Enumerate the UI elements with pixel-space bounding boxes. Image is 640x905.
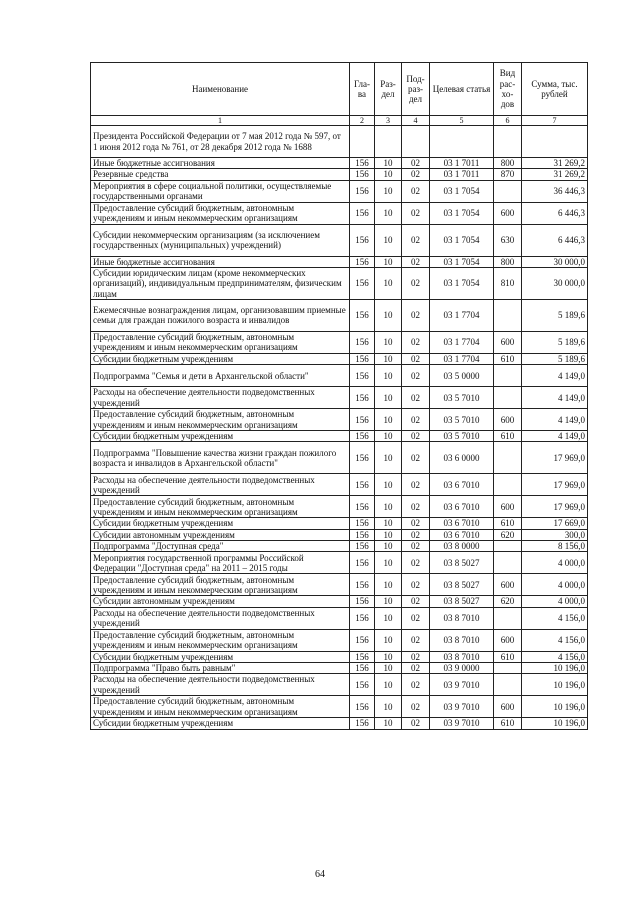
row-subsection bbox=[402, 126, 430, 158]
row-amount: 4 149,0 bbox=[522, 431, 588, 442]
row-section: 10 bbox=[375, 299, 402, 331]
row-chapter: 156 bbox=[350, 353, 375, 364]
row-section bbox=[375, 126, 402, 158]
column-number: 6 bbox=[494, 116, 522, 126]
row-subsection: 02 bbox=[402, 607, 430, 629]
row-section: 10 bbox=[375, 596, 402, 607]
row-expense-type: 600 bbox=[494, 331, 522, 353]
row-section: 10 bbox=[375, 431, 402, 442]
row-subsection: 02 bbox=[402, 529, 430, 540]
row-subsection: 02 bbox=[402, 267, 430, 299]
row-amount: 4 156,0 bbox=[522, 607, 588, 629]
row-expense-type bbox=[494, 607, 522, 629]
row-section: 10 bbox=[375, 353, 402, 364]
row-section: 10 bbox=[375, 365, 402, 387]
row-chapter: 156 bbox=[350, 409, 375, 431]
row-subsection: 02 bbox=[402, 518, 430, 529]
row-name: Президента Российской Федерации от 7 мая 2012 года № 597, от 1 июня 2012 года № 761, от 28 декабря 2012 года № 1688 bbox=[91, 126, 350, 158]
row-chapter: 156 bbox=[350, 387, 375, 409]
row-amount: 10 196,0 bbox=[522, 662, 588, 673]
row-name: Подпрограмма "Повышение качества жизни граждан пожилого возраста и инвалидов в Архангельской области" bbox=[91, 442, 350, 474]
row-amount: 17 969,0 bbox=[522, 442, 588, 474]
row-chapter: 156 bbox=[350, 256, 375, 267]
row-expense-type: 600 bbox=[494, 629, 522, 651]
row-amount: 5 189,6 bbox=[522, 331, 588, 353]
table-row bbox=[91, 202, 588, 224]
row-amount: 36 446,3 bbox=[522, 180, 588, 202]
table-row bbox=[91, 158, 588, 169]
row-target-article: 03 6 7010 bbox=[430, 474, 494, 496]
row-target-article: 03 8 5027 bbox=[430, 552, 494, 574]
row-section: 10 bbox=[375, 474, 402, 496]
row-subsection: 02 bbox=[402, 409, 430, 431]
row-target-article: 03 1 7054 bbox=[430, 267, 494, 299]
row-target-article: 03 1 7704 bbox=[430, 299, 494, 331]
row-chapter: 156 bbox=[350, 718, 375, 729]
row-expense-type: 610 bbox=[494, 431, 522, 442]
table-body bbox=[91, 126, 588, 730]
page-number: 64 bbox=[315, 869, 325, 880]
row-section: 10 bbox=[375, 541, 402, 552]
row-target-article: 03 1 7054 bbox=[430, 180, 494, 202]
row-expense-type: 620 bbox=[494, 529, 522, 540]
row-expense-type: 630 bbox=[494, 224, 522, 256]
row-chapter: 156 bbox=[350, 224, 375, 256]
row-section: 10 bbox=[375, 158, 402, 169]
row-expense-type: 610 bbox=[494, 718, 522, 729]
column-number: 5 bbox=[430, 116, 494, 126]
row-section: 10 bbox=[375, 552, 402, 574]
table-row bbox=[91, 696, 588, 718]
row-expense-type bbox=[494, 299, 522, 331]
table-row bbox=[91, 387, 588, 409]
row-target-article: 03 9 7010 bbox=[430, 674, 494, 696]
row-chapter: 156 bbox=[350, 596, 375, 607]
row-expense-type bbox=[494, 662, 522, 673]
row-name: Предоставление субсидий бюджетным, автономным учреждениям и иным некоммерческим организациям bbox=[91, 331, 350, 353]
row-subsection: 02 bbox=[402, 224, 430, 256]
row-name: Иные бюджетные ассигнования bbox=[91, 158, 350, 169]
row-amount: 4 156,0 bbox=[522, 651, 588, 662]
table-row bbox=[91, 431, 588, 442]
row-subsection: 02 bbox=[402, 431, 430, 442]
row-subsection: 02 bbox=[402, 718, 430, 729]
row-section: 10 bbox=[375, 180, 402, 202]
table-row bbox=[91, 474, 588, 496]
row-section: 10 bbox=[375, 224, 402, 256]
row-amount: 300,0 bbox=[522, 529, 588, 540]
row-name: Расходы на обеспечение деятельности подведомственных учреждений bbox=[91, 387, 350, 409]
row-target-article: 03 1 7011 bbox=[430, 169, 494, 180]
row-amount: 30 000,0 bbox=[522, 267, 588, 299]
row-expense-type: 600 bbox=[494, 696, 522, 718]
row-amount: 4 149,0 bbox=[522, 365, 588, 387]
row-subsection: 02 bbox=[402, 662, 430, 673]
row-chapter: 156 bbox=[350, 267, 375, 299]
row-expense-type: 600 bbox=[494, 574, 522, 596]
row-expense-type: 800 bbox=[494, 256, 522, 267]
row-expense-type bbox=[494, 126, 522, 158]
row-chapter: 156 bbox=[350, 574, 375, 596]
row-chapter: 156 bbox=[350, 541, 375, 552]
row-section: 10 bbox=[375, 202, 402, 224]
table-row bbox=[91, 256, 588, 267]
row-amount: 10 196,0 bbox=[522, 696, 588, 718]
row-name: Мероприятия государственной программы Российской Федерации "Доступная среда" на 2011 – 2015 годы bbox=[91, 552, 350, 574]
table-row bbox=[91, 365, 588, 387]
table-row bbox=[91, 529, 588, 540]
row-chapter: 156 bbox=[350, 629, 375, 651]
row-section: 10 bbox=[375, 629, 402, 651]
row-name: Субсидии бюджетным учреждениям bbox=[91, 518, 350, 529]
row-expense-type bbox=[494, 180, 522, 202]
row-name: Предоставление субсидий бюджетным, автономным учреждениям и иным некоммерческим организациям bbox=[91, 496, 350, 518]
row-amount: 31 269,2 bbox=[522, 158, 588, 169]
row-target-article: 03 8 5027 bbox=[430, 596, 494, 607]
row-amount: 4 156,0 bbox=[522, 629, 588, 651]
row-expense-type: 810 bbox=[494, 267, 522, 299]
column-number-row bbox=[91, 116, 588, 126]
row-section: 10 bbox=[375, 409, 402, 431]
row-name: Расходы на обеспечение деятельности подведомственных учреждений bbox=[91, 607, 350, 629]
row-amount: 4 149,0 bbox=[522, 387, 588, 409]
row-target-article: 03 9 7010 bbox=[430, 718, 494, 729]
row-amount: 5 189,6 bbox=[522, 353, 588, 364]
column-number: 7 bbox=[522, 116, 588, 126]
row-chapter: 156 bbox=[350, 331, 375, 353]
table-row bbox=[91, 126, 588, 158]
row-name: Мероприятия в сфере социальной политики, осуществляемые государственными органами bbox=[91, 180, 350, 202]
row-target-article: 03 1 7054 bbox=[430, 224, 494, 256]
table-row bbox=[91, 629, 588, 651]
row-chapter: 156 bbox=[350, 662, 375, 673]
row-subsection: 02 bbox=[402, 541, 430, 552]
row-chapter: 156 bbox=[350, 442, 375, 474]
header-expense-type: Вид рас-хо-дов bbox=[494, 63, 522, 116]
row-target-article: 03 5 7010 bbox=[430, 387, 494, 409]
row-target-article: 03 5 0000 bbox=[430, 365, 494, 387]
row-name: Предоставление субсидий бюджетным, автономным учреждениям и иным некоммерческим организациям bbox=[91, 202, 350, 224]
row-section: 10 bbox=[375, 662, 402, 673]
row-expense-type: 870 bbox=[494, 169, 522, 180]
row-amount: 10 196,0 bbox=[522, 674, 588, 696]
row-section: 10 bbox=[375, 674, 402, 696]
row-subsection: 02 bbox=[402, 158, 430, 169]
column-number: 1 bbox=[91, 116, 350, 126]
table-row bbox=[91, 409, 588, 431]
header-amount: Сумма, тыс. рублей bbox=[522, 63, 588, 116]
header-section: Раз-дел bbox=[375, 63, 402, 116]
row-amount: 6 446,3 bbox=[522, 202, 588, 224]
row-chapter: 156 bbox=[350, 202, 375, 224]
row-chapter: 156 bbox=[350, 169, 375, 180]
row-chapter: 156 bbox=[350, 299, 375, 331]
column-number: 2 bbox=[350, 116, 375, 126]
row-target-article: 03 6 7010 bbox=[430, 496, 494, 518]
row-name: Субсидии юридическим лицам (кроме некоммерческих организаций), индивидуальным предпринимателям, физическим лицам bbox=[91, 267, 350, 299]
row-name: Субсидии бюджетным учреждениям bbox=[91, 353, 350, 364]
row-amount: 4 000,0 bbox=[522, 552, 588, 574]
row-subsection: 02 bbox=[402, 202, 430, 224]
row-chapter: 156 bbox=[350, 552, 375, 574]
row-subsection: 02 bbox=[402, 180, 430, 202]
row-target-article bbox=[430, 126, 494, 158]
row-chapter bbox=[350, 126, 375, 158]
row-section: 10 bbox=[375, 574, 402, 596]
row-expense-type bbox=[494, 552, 522, 574]
table-row bbox=[91, 518, 588, 529]
row-name: Расходы на обеспечение деятельности подведомственных учреждений bbox=[91, 474, 350, 496]
row-name: Предоставление субсидий бюджетным, автономным учреждениям и иным некоммерческим организациям bbox=[91, 629, 350, 651]
row-subsection: 02 bbox=[402, 496, 430, 518]
row-expense-type: 610 bbox=[494, 518, 522, 529]
row-expense-type: 600 bbox=[494, 409, 522, 431]
row-name: Резервные средства bbox=[91, 169, 350, 180]
row-section: 10 bbox=[375, 256, 402, 267]
row-subsection: 02 bbox=[402, 696, 430, 718]
row-subsection: 02 bbox=[402, 365, 430, 387]
row-subsection: 02 bbox=[402, 474, 430, 496]
row-target-article: 03 9 0000 bbox=[430, 662, 494, 673]
row-name: Подпрограмма "Право быть равным" bbox=[91, 662, 350, 673]
row-expense-type: 600 bbox=[494, 496, 522, 518]
row-section: 10 bbox=[375, 267, 402, 299]
row-amount: 5 189,6 bbox=[522, 299, 588, 331]
row-chapter: 156 bbox=[350, 651, 375, 662]
row-name: Подпрограмма "Семья и дети в Архангельской области" bbox=[91, 365, 350, 387]
header-target-article: Целевая статья bbox=[430, 63, 494, 116]
row-subsection: 02 bbox=[402, 387, 430, 409]
row-subsection: 02 bbox=[402, 596, 430, 607]
row-target-article: 03 6 7010 bbox=[430, 518, 494, 529]
table-row bbox=[91, 718, 588, 729]
table-row bbox=[91, 552, 588, 574]
row-name: Субсидии автономным учреждениям bbox=[91, 529, 350, 540]
row-subsection: 02 bbox=[402, 256, 430, 267]
table-row bbox=[91, 180, 588, 202]
row-name: Иные бюджетные ассигнования bbox=[91, 256, 350, 267]
row-section: 10 bbox=[375, 518, 402, 529]
row-name: Субсидии некоммерческим организациям (за исключением государственных (муниципальных) учреждений) bbox=[91, 224, 350, 256]
row-chapter: 156 bbox=[350, 529, 375, 540]
table-row bbox=[91, 607, 588, 629]
row-target-article: 03 1 7011 bbox=[430, 158, 494, 169]
table-row bbox=[91, 674, 588, 696]
row-chapter: 156 bbox=[350, 431, 375, 442]
row-target-article: 03 6 7010 bbox=[430, 529, 494, 540]
row-subsection: 02 bbox=[402, 442, 430, 474]
row-expense-type bbox=[494, 674, 522, 696]
table-row bbox=[91, 541, 588, 552]
row-name: Субсидии автономным учреждениям bbox=[91, 596, 350, 607]
row-target-article: 03 5 7010 bbox=[430, 409, 494, 431]
table-row bbox=[91, 442, 588, 474]
table-row bbox=[91, 267, 588, 299]
row-amount: 17 669,0 bbox=[522, 518, 588, 529]
row-expense-type: 610 bbox=[494, 353, 522, 364]
row-subsection: 02 bbox=[402, 629, 430, 651]
row-subsection: 02 bbox=[402, 552, 430, 574]
table-row bbox=[91, 224, 588, 256]
row-expense-type bbox=[494, 474, 522, 496]
row-chapter: 156 bbox=[350, 365, 375, 387]
table-row bbox=[91, 496, 588, 518]
row-chapter: 156 bbox=[350, 158, 375, 169]
header-chapter: Гла-ва bbox=[350, 63, 375, 116]
row-name: Подпрограмма "Доступная среда" bbox=[91, 541, 350, 552]
row-section: 10 bbox=[375, 442, 402, 474]
row-subsection: 02 bbox=[402, 574, 430, 596]
row-chapter: 156 bbox=[350, 180, 375, 202]
row-chapter: 156 bbox=[350, 496, 375, 518]
row-name: Расходы на обеспечение деятельности подведомственных учреждений bbox=[91, 674, 350, 696]
row-subsection: 02 bbox=[402, 169, 430, 180]
row-amount: 17 969,0 bbox=[522, 496, 588, 518]
row-chapter: 156 bbox=[350, 474, 375, 496]
row-target-article: 03 8 7010 bbox=[430, 607, 494, 629]
table-row bbox=[91, 331, 588, 353]
row-section: 10 bbox=[375, 529, 402, 540]
row-target-article: 03 9 7010 bbox=[430, 696, 494, 718]
row-expense-type bbox=[494, 442, 522, 474]
row-section: 10 bbox=[375, 331, 402, 353]
row-chapter: 156 bbox=[350, 696, 375, 718]
row-expense-type bbox=[494, 541, 522, 552]
row-amount: 30 000,0 bbox=[522, 256, 588, 267]
row-subsection: 02 bbox=[402, 651, 430, 662]
table-row bbox=[91, 662, 588, 673]
row-target-article: 03 8 7010 bbox=[430, 629, 494, 651]
row-amount bbox=[522, 126, 588, 158]
column-number: 3 bbox=[375, 116, 402, 126]
row-name: Субсидии бюджетным учреждениям bbox=[91, 718, 350, 729]
row-expense-type bbox=[494, 387, 522, 409]
row-name: Предоставление субсидий бюджетным, автономным учреждениям и иным некоммерческим организациям bbox=[91, 696, 350, 718]
table-row bbox=[91, 353, 588, 364]
row-target-article: 03 1 7704 bbox=[430, 353, 494, 364]
header-row bbox=[91, 63, 588, 116]
header-subsection: Под-раз-дел bbox=[402, 63, 430, 116]
table-row bbox=[91, 574, 588, 596]
row-chapter: 156 bbox=[350, 674, 375, 696]
table-row bbox=[91, 651, 588, 662]
row-subsection: 02 bbox=[402, 353, 430, 364]
table-row bbox=[91, 169, 588, 180]
column-number: 4 bbox=[402, 116, 430, 126]
row-target-article: 03 1 7704 bbox=[430, 331, 494, 353]
row-name: Ежемесячные вознаграждения лицам, организовавшим приемные семьи для граждан пожилого возраста и инвалидов bbox=[91, 299, 350, 331]
row-name: Предоставление субсидий бюджетным, автономным учреждениям и иным некоммерческим организациям bbox=[91, 409, 350, 431]
row-name: Субсидии бюджетным учреждениям bbox=[91, 651, 350, 662]
row-amount: 6 446,3 bbox=[522, 224, 588, 256]
row-expense-type: 800 bbox=[494, 158, 522, 169]
row-subsection: 02 bbox=[402, 331, 430, 353]
row-amount: 8 156,0 bbox=[522, 541, 588, 552]
row-amount: 10 196,0 bbox=[522, 718, 588, 729]
row-target-article: 03 5 7010 bbox=[430, 431, 494, 442]
row-subsection: 02 bbox=[402, 674, 430, 696]
table-row bbox=[91, 299, 588, 331]
row-section: 10 bbox=[375, 696, 402, 718]
row-section: 10 bbox=[375, 387, 402, 409]
row-target-article: 03 1 7054 bbox=[430, 202, 494, 224]
header-name: Наименование bbox=[91, 63, 350, 116]
row-section: 10 bbox=[375, 496, 402, 518]
table-row bbox=[91, 596, 588, 607]
row-amount: 31 269,2 bbox=[522, 169, 588, 180]
row-amount: 4 149,0 bbox=[522, 409, 588, 431]
row-expense-type: 600 bbox=[494, 202, 522, 224]
budget-table bbox=[90, 62, 588, 730]
row-section: 10 bbox=[375, 169, 402, 180]
row-target-article: 03 8 5027 bbox=[430, 574, 494, 596]
row-target-article: 03 6 0000 bbox=[430, 442, 494, 474]
row-expense-type: 620 bbox=[494, 596, 522, 607]
row-target-article: 03 8 0000 bbox=[430, 541, 494, 552]
row-target-article: 03 1 7054 bbox=[430, 256, 494, 267]
row-section: 10 bbox=[375, 607, 402, 629]
row-section: 10 bbox=[375, 718, 402, 729]
row-name: Субсидии бюджетным учреждениям bbox=[91, 431, 350, 442]
row-amount: 17 969,0 bbox=[522, 474, 588, 496]
row-section: 10 bbox=[375, 651, 402, 662]
row-chapter: 156 bbox=[350, 607, 375, 629]
row-name: Предоставление субсидий бюджетным, автономным учреждениям и иным некоммерческим организациям bbox=[91, 574, 350, 596]
row-target-article: 03 8 7010 bbox=[430, 651, 494, 662]
row-amount: 4 000,0 bbox=[522, 596, 588, 607]
row-chapter: 156 bbox=[350, 518, 375, 529]
row-amount: 4 000,0 bbox=[522, 574, 588, 596]
row-expense-type: 610 bbox=[494, 651, 522, 662]
row-subsection: 02 bbox=[402, 299, 430, 331]
row-expense-type bbox=[494, 365, 522, 387]
